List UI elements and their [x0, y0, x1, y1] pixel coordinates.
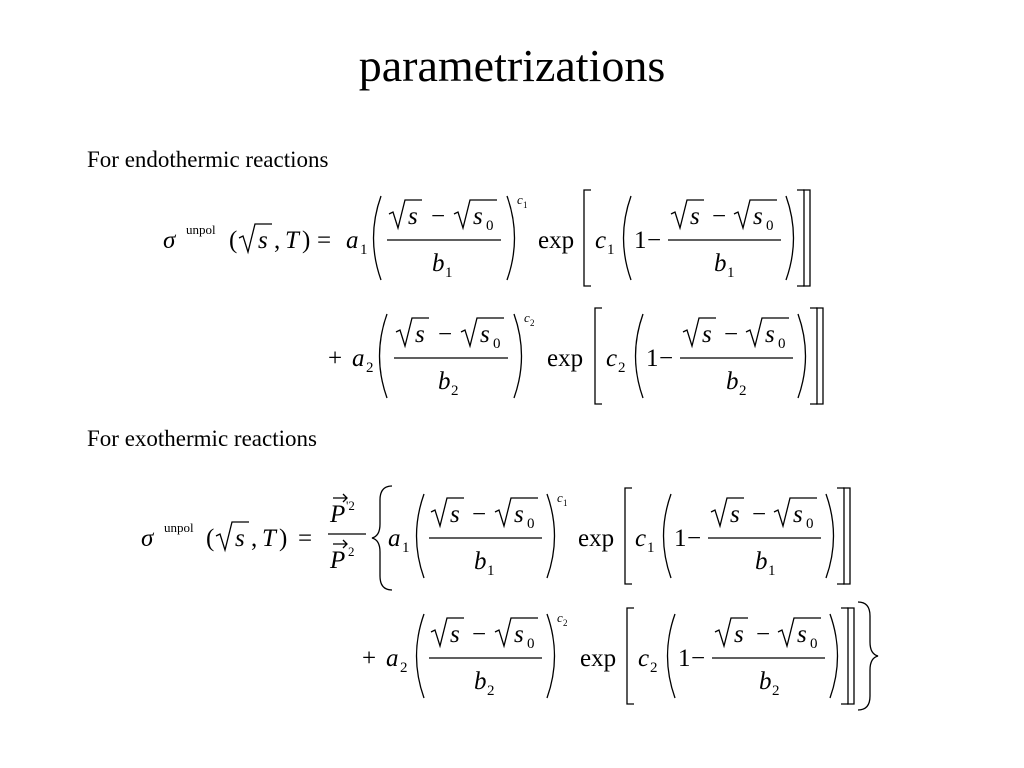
var-b: b: [474, 548, 487, 575]
lhs-close-paren: ): [302, 227, 311, 254]
slide-title: parametrizations: [358, 40, 666, 91]
close-bracket: [797, 190, 804, 286]
exponent-c: c: [524, 310, 530, 325]
big-open-paren: [624, 196, 632, 280]
exothermic-equation: [0, 480, 1024, 720]
var-s: s: [690, 203, 700, 230]
big-close-paren: [798, 314, 806, 398]
minus-sign: −: [472, 621, 487, 648]
subscript-1: 1: [445, 265, 453, 281]
exp-function: exp: [547, 345, 584, 372]
big-close-paren: [826, 494, 834, 578]
lhs-close-paren: ): [279, 525, 288, 552]
endothermic-heading: For endothermic reactions: [87, 147, 329, 172]
var-a: a: [352, 345, 365, 372]
exponent-c: c: [557, 490, 563, 505]
var-s0: s: [753, 203, 763, 230]
var-s: s: [235, 525, 245, 552]
unpol-superscript: unpol: [164, 520, 194, 535]
var-a: a: [386, 645, 399, 672]
open-bracket: [627, 608, 634, 704]
endothermic-equation: [0, 180, 1024, 410]
var-b: b: [432, 250, 445, 277]
close-bracket: [841, 608, 848, 704]
big-open-paren: [664, 494, 672, 578]
subscript-2: 2: [366, 360, 374, 376]
var-s0: s: [797, 621, 807, 648]
var-c: c: [606, 345, 618, 372]
number-one: 1: [646, 345, 659, 372]
minus-sign: −: [752, 501, 767, 528]
subscript-2: 2: [487, 683, 495, 699]
lhs-open-paren: (: [206, 525, 215, 552]
big-open-paren: [417, 494, 425, 578]
minus-sign: −: [724, 321, 739, 348]
comma: ,: [251, 525, 258, 552]
exponent-subscript-1: 1: [563, 498, 568, 508]
number-one: 1: [634, 227, 647, 254]
subscript-1: 1: [768, 563, 776, 579]
subscript-2: 2: [618, 360, 626, 376]
exponent-c: c: [557, 610, 563, 625]
var-s0: s: [765, 321, 775, 348]
var-b: b: [755, 548, 768, 575]
subscript-1: 1: [727, 265, 735, 281]
close-bracket: [810, 308, 817, 404]
subscript-1: 1: [402, 540, 410, 556]
P-prime-squared: '2: [346, 498, 355, 513]
big-close-paren: [507, 196, 515, 280]
minus-sign: −: [472, 501, 487, 528]
minus-sign: −: [659, 345, 674, 372]
exp-function: exp: [578, 525, 615, 552]
var-P: P: [330, 501, 346, 528]
big-close-paren: [547, 614, 555, 698]
var-b: b: [438, 368, 451, 395]
number-one: 1: [674, 525, 687, 552]
subscript-0: 0: [527, 636, 535, 652]
var-s: s: [734, 621, 744, 648]
var-s0: s: [514, 621, 524, 648]
unpol-superscript: unpol: [186, 222, 216, 237]
subscript-2: 2: [400, 660, 408, 676]
close-curly-brace: [858, 602, 878, 710]
subscript-0: 0: [806, 516, 814, 532]
subscript-2: 2: [451, 383, 459, 399]
var-s: s: [450, 621, 460, 648]
big-open-paren: [380, 314, 388, 398]
subscript-2: 2: [772, 683, 780, 699]
var-s: s: [730, 501, 740, 528]
subscript-1: 1: [607, 242, 615, 258]
var-c: c: [635, 525, 647, 552]
var-a: a: [388, 525, 401, 552]
exponent-c: c: [517, 192, 523, 207]
lhs-open-paren: (: [229, 227, 238, 254]
exponent-subscript-1: 1: [523, 200, 528, 210]
big-close-paren: [830, 614, 838, 698]
minus-sign: −: [647, 227, 662, 254]
exponent-subscript-2: 2: [563, 618, 568, 628]
minus-sign: −: [756, 621, 771, 648]
var-b: b: [474, 668, 487, 695]
var-s: s: [450, 501, 460, 528]
var-b: b: [714, 250, 727, 277]
subscript-0: 0: [810, 636, 818, 652]
subscript-1: 1: [647, 540, 655, 556]
subscript-0: 0: [486, 218, 494, 234]
exponent-subscript-2: 2: [530, 318, 535, 328]
open-bracket: [584, 190, 591, 286]
var-a: a: [346, 227, 359, 254]
big-open-paren: [417, 614, 425, 698]
minus-sign: −: [712, 203, 727, 230]
var-s: s: [415, 321, 425, 348]
var-P: P: [330, 547, 346, 574]
var-s0: s: [473, 203, 483, 230]
comma: ,: [274, 227, 281, 254]
subscript-2: 2: [650, 660, 658, 676]
minus-sign: −: [431, 203, 446, 230]
equals-sign: =: [298, 525, 313, 552]
subscript-2: 2: [739, 383, 747, 399]
big-open-paren: [668, 614, 676, 698]
close-bracket: [837, 488, 844, 584]
subscript-1: 1: [360, 242, 368, 258]
P-squared: 2: [348, 544, 355, 559]
var-s0: s: [514, 501, 524, 528]
var-s: s: [702, 321, 712, 348]
var-s0: s: [793, 501, 803, 528]
subscript-0: 0: [527, 516, 535, 532]
plus-sign: +: [362, 645, 377, 672]
var-s0: s: [480, 321, 490, 348]
var-b: b: [726, 368, 739, 395]
var-c: c: [595, 227, 607, 254]
open-bracket: [625, 488, 632, 584]
big-close-paren: [786, 196, 794, 280]
equals-sign: =: [317, 227, 332, 254]
minus-sign: −: [691, 645, 706, 672]
subscript-0: 0: [778, 336, 786, 352]
big-open-paren: [374, 196, 382, 280]
subscript-0: 0: [766, 218, 774, 234]
minus-sign: −: [438, 321, 453, 348]
var-c: c: [638, 645, 650, 672]
exp-function: exp: [538, 227, 575, 254]
var-s: s: [258, 227, 268, 254]
plus-sign: +: [328, 345, 343, 372]
sigma-symbol: σ: [163, 227, 176, 254]
big-close-paren: [547, 494, 555, 578]
big-close-paren: [514, 314, 522, 398]
subscript-0: 0: [493, 336, 501, 352]
var-T: T: [285, 227, 299, 254]
open-bracket: [595, 308, 602, 404]
big-open-paren: [636, 314, 644, 398]
number-one: 1: [678, 645, 691, 672]
minus-sign: −: [687, 525, 702, 552]
sigma-symbol: σ: [141, 525, 154, 552]
exothermic-heading: For exothermic reactions: [87, 426, 317, 451]
var-b: b: [759, 668, 772, 695]
subscript-1: 1: [487, 563, 495, 579]
var-s: s: [408, 203, 418, 230]
var-T: T: [262, 525, 276, 552]
exp-function: exp: [580, 645, 617, 672]
